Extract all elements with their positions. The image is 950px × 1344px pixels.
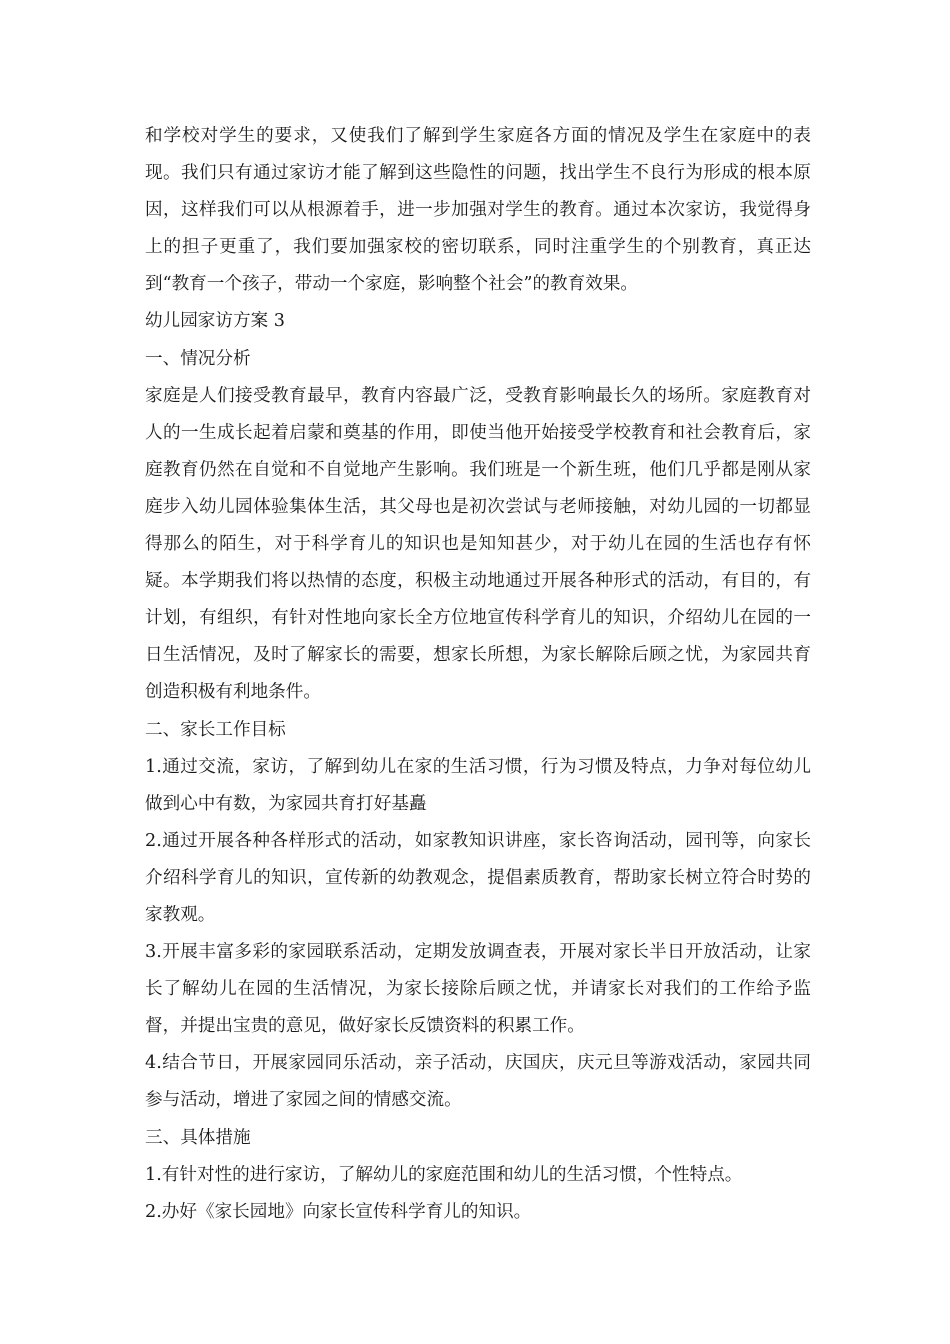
goal-item-4: 4.结合节日，开展家园同乐活动，亲子活动，庆国庆，庆元旦等游戏活动，家园共同参与活动，增进了家园之间的情感交流。	[145, 1053, 811, 1111]
section-title-plan-3: 幼儿园家访方案 3	[145, 311, 285, 332]
goal-item-3: 3.开展丰富多彩的家园联系活动，定期发放调查表，开展对家长半日开放活动，让家长了解幼儿在园的生活情况，为家长接除后顾之忧，并请家长对我们的工作给予监督，并提出宝贵的意见，做好家长反馈资料的积累工作。	[145, 942, 811, 1037]
goal-item-1: 1.通过交流，家访，了解到幼儿在家的生活习惯，行为习惯及特点，力争对每位幼儿做到心中有数，为家园共育打好基矗	[145, 756, 811, 814]
goal-item-2: 2.通过开展各种各样形式的活动，如家教知识讲座，家长咨询活动，园刊等，向家长介绍科学育儿的知识，宣传新的幼教观念，提倡素质教育，帮助家长树立符合时势的家教观。	[145, 830, 811, 925]
document-body	[145, 118, 811, 1231]
paragraph-home-visit-conclusion: 和学校对学生的要求，又使我们了解到学生家庭各方面的情况及学生在家庭中的表现。我们只有通过家访才能了解到这些隐性的问题，找出学生不良行为形成的根本原因，这样我们可以从根源着手，进一步加强对学生的教育。通过本次家访，我觉得身上的担子更重了，我们要加强家校的密切联系，同时注重学生的个别教育，真正达到“教育一个孩子，带动一个家庭，影响整个社会”的教育效果。	[145, 126, 811, 295]
measure-item-1: 1.有针对性的进行家访，了解幼儿的家庭范围和幼儿的生活习惯，个性特点。	[145, 1164, 743, 1185]
heading-specific-measures: 三、具体措施	[145, 1127, 251, 1148]
paragraph-situation-analysis: 家庭是人们接受教育最早，教育内容最广泛，受教育影响最长久的场所。家庭教育对人的一生成长起着启蒙和奠基的作用，即使当他开始接受学校教育和社会教育后，家庭教育仍然在自觉和不自觉地产生影响。我们班是一个新生班，他们几乎都是刚从家庭步入幼儿园体验集体生活，其父母也是初次尝试与老师接触，对幼儿园的一切都显得那么的陌生，对于科学育儿的知识也是知知甚少，对于幼儿在园的生活也存有怀疑。本学期我们将以热情的态度，积极主动地通过开展各种形式的活动，有目的，有计划，有组织，有针对性地向家长全方位地宣传科学育儿的知识，介绍幼儿在园的一日生活情况，及时了解家长的需要，想家长所想，为家长解除后顾之忧，为家园共育创造积极有利地条件。	[145, 385, 811, 703]
measure-item-2: 2.办好《家长园地》向家长宣传科学育儿的知识。	[145, 1201, 532, 1222]
heading-situation-analysis: 一、情况分析	[145, 348, 251, 369]
heading-parent-work-goals: 二、家长工作目标	[145, 719, 286, 740]
